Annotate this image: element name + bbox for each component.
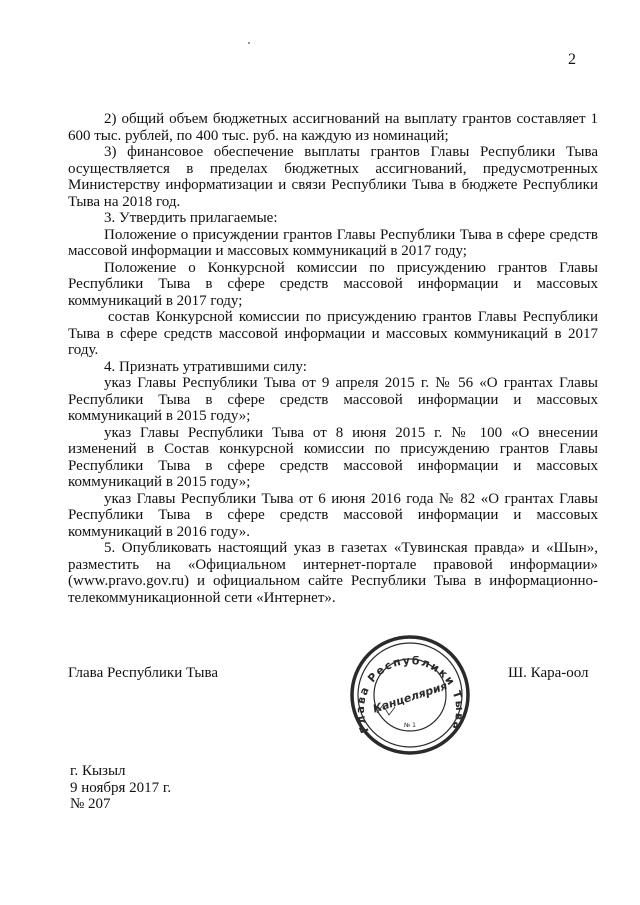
- paragraph-regulation-commission: Положение о Конкурсной комиссии по присуждению грантов Главы Республики Тыва в сфере средств массовой информации и массовых коммуникаций в 2017 году;: [68, 259, 598, 309]
- paragraph-regulation-awards: Положение о присуждении грантов Главы Республики Тыва в сфере средств массовой информации и массовых коммуникаций в 2017 году;: [68, 226, 598, 259]
- signature-name: Ш. Кара-оол: [508, 665, 589, 681]
- seal-inner-text: Канцелярия: [371, 679, 449, 716]
- paragraph-publish: 5. Опубликовать настоящий указ в газетах «Тувинская правда» и «Шын», разместить на «Официальном интернет-портале правовой информации» (www.pravo.gov.ru) и официальном сайте Республики Тыва в информационно-телекоммуникационной сети «Интернет».: [68, 540, 598, 606]
- paragraph-repeal: 4. Признать утратившими силу:: [104, 358, 307, 375]
- official-seal: [339, 627, 481, 755]
- seal-outer-text: Глава Республики Тыва: [353, 653, 467, 735]
- page-number: 2: [568, 51, 576, 68]
- decree-number: № 207: [70, 796, 111, 812]
- paragraph-decree-56: указ Главы Республики Тыва от 9 апреля 2015 г. № 56 «О грантах Главы Республики Тыва в сфере средств массовой информации и массовых коммуникаций в 2015 году»;: [68, 375, 598, 424]
- paragraph-budget-amount: 2) общий объем бюджетных ассигнований на выплату грантов составляет 1 600 тыс. рублей, по 400 тыс. руб. на каждую из номинаций;: [68, 111, 598, 144]
- paragraph-financing: 3) финансовое обеспечение выплаты грантов Главы Республики Тыва осуществляется в пределах бюджетных ассигнований, предусмотренных Министерству информатизации и связи Республики Тыва в бюджете Республики Тыва на 2018 год.: [68, 144, 598, 210]
- paragraph-decree-82: указ Главы Республики Тыва от 6 июня 2016 года № 82 «О грантах Главы Республики Тыва в сфере средств массовой информации и массовых коммуникаций в 2016 году».: [68, 490, 598, 540]
- paragraph-commission-composition: состав Конкурсной комиссии по присуждению грантов Главы Республики Тыва в сфере средств массовой информации и массовых коммуникаций в 2017 году.: [68, 309, 598, 358]
- seal-number: № 1: [404, 722, 416, 729]
- paragraph-approve: 3. Утвердить прилагаемые:: [104, 210, 278, 226]
- scan-speck: [248, 42, 250, 44]
- decree-date: 9 ноября 2017 г.: [70, 779, 172, 796]
- paragraph-decree-100: указ Главы Республики Тыва от 8 июня 2015 г. № 100 «О внесении изменений в Состав конкурсной комиссии по присуждению грантов Главы Республики Тыва в сфере средств массовой информации и массовых коммуникаций в 2015 году»;: [68, 424, 598, 490]
- signature-position: Глава Республики Тыва: [68, 665, 219, 681]
- city: г. Кызыл: [70, 763, 126, 779]
- place-and-date: [70, 763, 171, 813]
- document-body: [68, 111, 598, 606]
